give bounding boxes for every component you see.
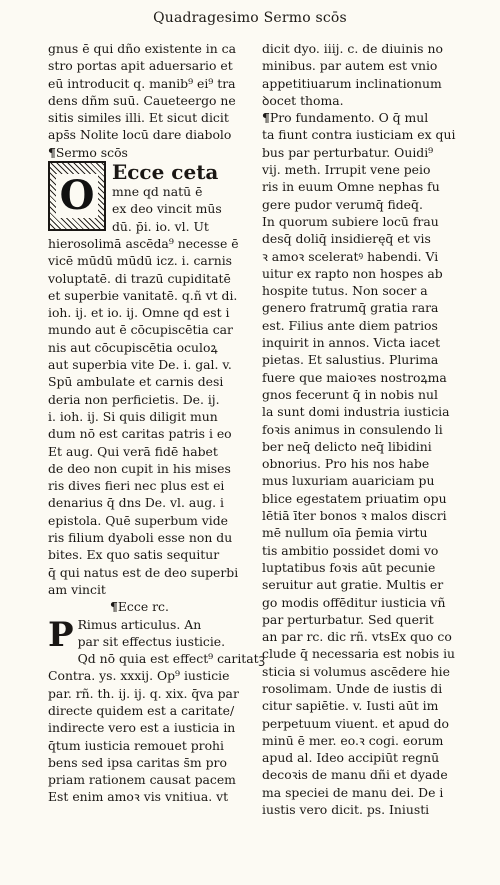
text-line: citur sapiētie. v. Iusti aūt im [262,698,439,714]
text-line: minū ē mer. eo.ꝛ cogi. eorum [262,732,444,748]
text-line: hospite tutus. Non socer a [262,283,428,299]
text-line: gnos fecerunt q̄ in nobis nul [262,386,438,402]
pro-fundamento-line [262,109,482,126]
left-bottom-lines [48,633,265,806]
text-line: eū introducit q. manib⁹ ei⁹ tra [48,75,236,91]
text-line: ber neq̄ delicto neq̄ libidini [262,438,432,454]
text-line: et superbie vanitatē. q.ñ vt di. [48,287,238,303]
left-top-lines [48,40,256,144]
text-line: lētiā īter bonos ꝛ malos discri [262,508,447,524]
text-line: genero fratrumq̄ gratia rara [262,300,439,316]
text-line: dum nō est caritas patris i eo [48,426,232,442]
text-line: uitur ex rapto non hospes ab [262,265,443,281]
text-line: est. Filius ante diem patrios [262,317,438,333]
text-line: apud al. Ideo accipiūt regnū [262,750,440,766]
text-line: ioh. ij. et io. ij. Omne qd est i [48,305,230,321]
right-top-lines [262,40,482,109]
text-line: gere pudor verumq̄ fideq̄. [262,196,423,212]
text-line: mus luxuriam auariciam pu [262,473,435,489]
text-line: mundo aut ē cōcupiscētia car [48,322,233,338]
text-line: appetitiuarum inclinationum [262,75,442,91]
text-line: Qd nō quia est effect⁹ caritatꝫ [77,651,265,667]
text-line: mne qd natū ē [112,184,203,200]
text-line: foꝛis animus in consulendo li [262,421,443,437]
section-heading: Sermo scōs [55,144,128,160]
running-head: Quadragesimo Sermo scōs [153,10,347,26]
text-line: vicē mūdū mūdū icz. i. carnis [48,253,233,269]
text-line: par sit effectus iusticie. [77,633,226,649]
text-line: blice egestatem priuatim opu [262,490,447,506]
text-line: tis ambitio possidet domi vo [262,542,439,558]
text-line: dū. p̄i. io. vl. Ut [112,218,209,234]
text-line: In quorum subiere locū frau [262,213,439,229]
text-line: directe quidem est a caritate/ [48,702,235,718]
text-line: Est enim amoꝛ vis vnitiua. vt [48,789,229,805]
initial-letter: O [56,174,99,218]
left-middle-lines [48,235,256,598]
article-initial: P [48,614,74,655]
text-line: la sunt domi industria iusticia [262,404,450,420]
text-line: priam rationem causat pacem [48,772,236,788]
text-line: ꝛ amoꝛ sceleratꝰ habendi. Vi [262,248,439,264]
text-line: par. rñ. th. ij. ij. q. xix. q̄va par [48,685,239,701]
ecce-text: Ecce rc. [117,599,169,615]
text-line: ris filium dyaboli esse non du [48,530,233,546]
pilcrow-mark: ¶ [48,144,56,160]
text-line: Contra. ys. xxxij. Op⁹ iusticie [48,668,230,684]
ecce-line [48,598,256,615]
text-line: ris dives fieri nec plus est ei [48,478,225,494]
text-line: voluptatē. di trazū cupiditatē [48,270,231,286]
capital-text [112,161,222,235]
text-line: bites. Ex quo satis sequitur [48,547,220,563]
text-line: bus par perturbatur. Ouidi⁹ [262,144,434,160]
text-line: nis aut cōcupiscētia oculoꝝ [48,339,218,355]
text-line: denarius q̄ dns De. vl. aug. i [48,495,224,511]
text-line: perpetuum viuent. et apud do [262,715,450,731]
right-rest-lines [262,126,482,818]
text-line: inquirit in annos. Victa iacet [262,335,441,351]
text-line: de deo non cupit in his mises [48,460,231,476]
article-block [48,614,265,806]
text-line: aut superbia vite De. i. gal. v. [48,357,232,373]
capital-lines [112,183,222,235]
pilcrow-mark: ¶ [110,599,118,615]
right-column [262,40,482,818]
text-line: fuere que maioꝛes nostroꝝma [262,369,447,385]
section-heading-line [48,144,256,161]
text-line: ma speciei de manu dei. De i [262,784,444,800]
text-line: luptatibus foꝛis aūt pecunie [262,559,436,575]
text-line: epistola. Quē superbum vide [48,512,229,528]
text-line: q̄tum iusticia remouet prohi [48,737,225,753]
text-line: clude q̄ necessaria est nobis iu [262,646,456,662]
text-line: seruitur aut gratie. Multis er [262,577,444,593]
text-line: aps̄s Nolite locū dare diabolo [48,127,232,143]
article-first-line: Rimus articulus. An [77,616,202,632]
pilcrow-mark: ¶ [262,110,270,126]
text-line: gnus ē qui dño existente in ca [48,41,236,56]
text-line: decoꝛis de manu dñi et dyade [262,767,448,783]
text-line: hierosolimā ascēda⁹ necesse ē [48,235,239,251]
text-line: an par rc. dic rñ. vtsEx quo co [262,629,452,645]
text-line: mē nullum oīa p̄emia virtu [262,525,428,541]
text-line: rosolimam. Unde de iustis di [262,680,443,696]
decorated-capital-block [48,161,256,235]
text-line: bens sed ipsa caritas s̄m pro [48,754,227,770]
text-line: pietas. Et salustius. Plurima [262,352,439,368]
text-line: i. ioh. ij. Si quis diligit mun [48,408,218,424]
text-line: desq̄ doliq̄ insidieręq̄ et vis [262,231,431,247]
text-line: indirecte vero est a iusticia in [48,720,236,736]
text-line: am vincit [48,581,106,597]
text-line: Et aug. Qui verā fidē habet [48,443,218,459]
text-line: q̄ qui natus est de deo superbi [48,564,239,580]
decorated-initial [48,161,106,231]
text-line: go modis offēditur iusticia vñ [262,594,446,610]
text-line: ta fiunt contra iusticiam ex qui [262,127,456,143]
text-line: iustis vero dicit. ps. Iniusti [262,802,430,818]
text-line: ex deo vincit mūs [112,201,222,217]
text-line: minibus. par autem est vnio [262,58,438,74]
text-line: sticia si volumus ascēdere hie [262,663,450,679]
text-line: deria non perficietis. De. ij. [48,391,220,407]
text-line: stro portas apit aduersario et [48,58,233,74]
text-line: ris in euum Omne nephas fu [262,179,440,195]
pro-fundamento-text: Pro fundamento. O q̄ mul [269,110,429,126]
text-line: sitis similes illi. Et sicut dicit [48,110,229,126]
text-line: dicit dyo. iiij. c. de diuinis no [262,41,443,56]
text-line: ꝺocet thoma. [262,92,344,108]
text-line: Spū ambulate et carnis desi [48,374,224,390]
left-column [48,40,265,806]
text-line: vij. meth. Irrupit vene peio [262,162,431,178]
text-line: dens dñm suū. Caueteergo ne [48,92,236,108]
text-line: obnorius. Pro his nos habe [262,456,430,472]
capital-word: Ecce ceta [112,160,219,185]
text-line: par perturbatur. Sed querit [262,611,434,627]
